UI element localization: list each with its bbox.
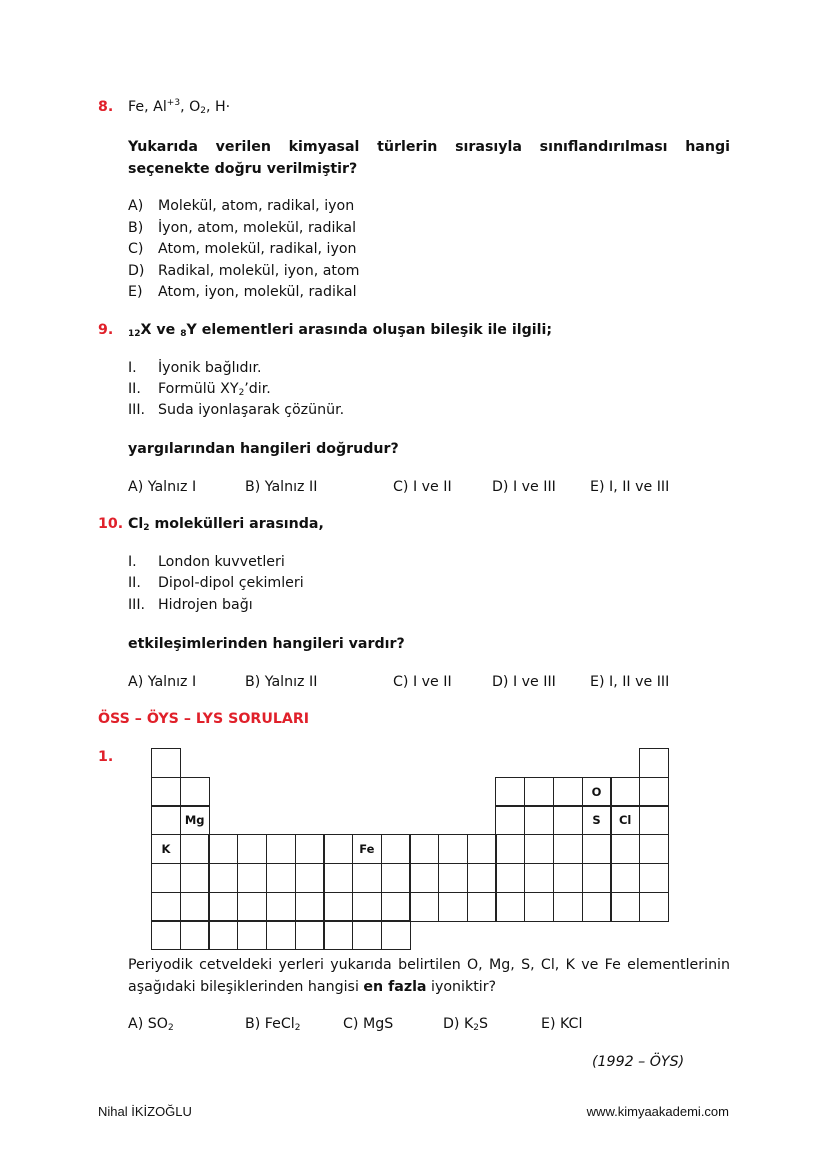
question-stem xyxy=(128,515,324,533)
element-cell xyxy=(323,834,353,864)
element-cell xyxy=(151,892,181,922)
element-cell xyxy=(639,777,669,807)
element-cell xyxy=(323,920,353,950)
element-cell xyxy=(524,892,554,922)
element-cell-cl: Cl xyxy=(610,805,640,835)
option-a[interactable]: A) Yalnız I xyxy=(128,674,197,690)
option-label: D) xyxy=(128,262,145,279)
option-d[interactable]: D) I ve III xyxy=(492,479,556,495)
statement-text: Suda iyonlaşarak çözünür. xyxy=(158,402,345,418)
statement-text: İyonik bağlıdır. xyxy=(158,360,262,376)
element-cell xyxy=(639,863,669,893)
question-part: iyoniktir? xyxy=(426,979,497,995)
element-cell xyxy=(610,777,640,807)
option-d[interactable]: D) I ve III xyxy=(492,674,556,690)
element-cell xyxy=(524,834,554,864)
atomic-number: 8 xyxy=(180,329,187,339)
element-cell xyxy=(610,834,640,864)
question-text xyxy=(128,136,730,180)
element-cell xyxy=(352,892,382,922)
element-cell xyxy=(524,863,554,893)
element-cell xyxy=(524,777,554,807)
element-cell xyxy=(467,892,497,922)
element-cell xyxy=(438,863,468,893)
element-cell xyxy=(409,863,439,893)
element-cell xyxy=(180,863,210,893)
option-text: C) MgS xyxy=(343,1016,394,1032)
option-a[interactable] xyxy=(128,197,354,215)
subscript: 2 xyxy=(473,1023,480,1033)
element-cell xyxy=(495,892,525,922)
element-cell xyxy=(180,777,210,807)
element-cell xyxy=(208,834,238,864)
question-number: 8. xyxy=(98,99,114,115)
element-cell xyxy=(237,920,267,950)
element-cell xyxy=(208,863,238,893)
option-text: Radikal, molekül, iyon, atom xyxy=(158,262,360,279)
element-cell xyxy=(409,834,439,864)
element-cell xyxy=(438,834,468,864)
statement xyxy=(128,401,344,419)
element-cell xyxy=(151,920,181,950)
element-cell xyxy=(524,805,554,835)
atomic-number: 12 xyxy=(128,329,141,339)
element-cell xyxy=(639,834,669,864)
species-list xyxy=(128,98,230,116)
element-cell xyxy=(151,777,181,807)
element-cell-mg: Mg xyxy=(180,805,210,835)
option-b[interactable]: B) Yalnız II xyxy=(245,674,318,690)
question-number: 10. xyxy=(98,516,124,532)
option-label: C) xyxy=(128,241,144,257)
element-cell xyxy=(582,834,612,864)
element-cell xyxy=(553,892,583,922)
subscript: 2 xyxy=(143,523,150,533)
element-cell xyxy=(208,892,238,922)
option-text: A) SO xyxy=(128,1016,168,1032)
question-text: etkileşimlerinden hangileri vardır? xyxy=(128,636,405,652)
element-cell xyxy=(323,863,353,893)
stem-text: Cl xyxy=(128,516,144,532)
statement-text: Hidrojen bağı xyxy=(158,597,253,613)
roman-numeral: III. xyxy=(128,402,146,418)
element-cell xyxy=(266,834,296,864)
roman-numeral: I. xyxy=(128,554,137,570)
question-part: doğru verilmiştir? xyxy=(214,161,358,177)
stem-text: Y elementleri arasında oluşan bileşik ile ilgili; xyxy=(186,322,553,338)
element-cell-k: K xyxy=(151,834,181,864)
statement xyxy=(128,596,253,614)
question-text xyxy=(128,954,730,998)
subscript: 2 xyxy=(294,1023,301,1033)
charge: +3 xyxy=(166,98,181,108)
element-cell xyxy=(266,863,296,893)
option-text: D) K xyxy=(443,1016,474,1032)
element-cell xyxy=(495,863,525,893)
element-cell xyxy=(352,863,382,893)
statement xyxy=(128,574,304,592)
element-cell-s: S xyxy=(582,805,612,835)
option-label: A) xyxy=(128,198,144,214)
element-cell xyxy=(180,920,210,950)
element-cell xyxy=(323,892,353,922)
element-cell xyxy=(610,892,640,922)
element-cell xyxy=(582,892,612,922)
element-cell xyxy=(352,920,382,950)
statement-text: London kuvvetleri xyxy=(158,554,285,570)
element-cell-o: O xyxy=(582,777,612,807)
question-number: 1. xyxy=(98,749,114,765)
statement xyxy=(128,380,271,398)
element-cell xyxy=(381,892,411,922)
option-c[interactable]: C) I ve II xyxy=(393,674,452,690)
emphasis: en fazla xyxy=(363,979,427,995)
statement-text: Formülü XY xyxy=(158,381,239,397)
option-text: E) KCl xyxy=(541,1016,583,1032)
element-cell xyxy=(495,777,525,807)
element-cell xyxy=(610,863,640,893)
species-text: Fe, Al xyxy=(128,99,167,115)
section-title: ÖSS – ÖYS – LYS SORULARI xyxy=(98,711,310,727)
option-b[interactable] xyxy=(245,1015,300,1033)
element-cell xyxy=(495,805,525,835)
option-a[interactable] xyxy=(128,1015,174,1033)
element-cell xyxy=(151,863,181,893)
element-cell xyxy=(151,748,181,778)
element-cell xyxy=(237,834,267,864)
stem-text: X ve xyxy=(140,322,181,338)
element-cell xyxy=(467,863,497,893)
footer-author: Nihal İKİZOĞLU xyxy=(98,1104,192,1119)
question-part: Yukarıda verilen kimyasal türlerin sırasıyla sınıflandırılması hangi seçenekte xyxy=(128,139,730,177)
roman-numeral: II. xyxy=(128,381,141,397)
element-cell xyxy=(237,892,267,922)
element-cell xyxy=(381,920,411,950)
option-d[interactable] xyxy=(443,1015,488,1033)
question-number: 9. xyxy=(98,322,114,338)
roman-numeral: I. xyxy=(128,360,137,376)
option-text: Atom, iyon, molekül, radikal xyxy=(158,284,357,300)
periodic-table xyxy=(151,748,668,949)
question-part: Periyodik cetveldeki yerleri yukarıda belirtilen O, Mg, S, Cl, K ve Fe elementlerinin aşağıdaki bileşiklerinden hangisi xyxy=(128,957,730,995)
element-cell xyxy=(295,920,325,950)
element-cell xyxy=(639,892,669,922)
element-cell xyxy=(553,805,583,835)
subscript: 2 xyxy=(200,106,206,116)
element-cell xyxy=(553,834,583,864)
element-cell xyxy=(180,834,210,864)
element-cell xyxy=(553,863,583,893)
option-e[interactable]: E) I, II ve III xyxy=(590,479,670,495)
element-cell xyxy=(295,863,325,893)
option-text: B) FeCl xyxy=(245,1016,295,1032)
element-cell-fe: Fe xyxy=(352,834,382,864)
element-cell xyxy=(208,920,238,950)
element-cell xyxy=(381,834,411,864)
subscript: 2 xyxy=(167,1023,174,1033)
option-d[interactable] xyxy=(128,262,360,280)
footer-website[interactable]: www.kimyaakademi.com xyxy=(586,1104,729,1119)
roman-numeral: III. xyxy=(128,597,146,613)
option-c[interactable] xyxy=(343,1015,393,1033)
option-c[interactable]: C) I ve II xyxy=(393,479,452,495)
element-cell xyxy=(582,863,612,893)
option-b[interactable]: B) Yalnız II xyxy=(245,479,318,495)
element-cell xyxy=(495,834,525,864)
option-e[interactable] xyxy=(541,1015,582,1033)
stem-text: molekülleri arasında, xyxy=(149,516,324,532)
option-text: Atom, molekül, radikal, iyon xyxy=(158,241,357,257)
element-cell xyxy=(295,892,325,922)
source-label: (1992 – ÖYS) xyxy=(592,1054,685,1070)
element-cell xyxy=(295,834,325,864)
element-cell xyxy=(237,863,267,893)
element-cell xyxy=(266,892,296,922)
question-stem xyxy=(128,321,552,339)
question-text: yargılarından hangileri doğrudur? xyxy=(128,441,399,457)
option-text: İyon, atom, molekül, radikal xyxy=(158,219,357,236)
element-cell xyxy=(381,863,411,893)
element-cell xyxy=(151,805,181,835)
element-cell xyxy=(266,920,296,950)
option-label: B) xyxy=(128,219,144,236)
option-a[interactable]: A) Yalnız I xyxy=(128,479,197,495)
element-cell xyxy=(409,892,439,922)
roman-numeral: II. xyxy=(128,575,141,591)
species-text: , H· xyxy=(205,99,231,115)
element-cell xyxy=(467,834,497,864)
statement-text: ’dir. xyxy=(244,381,271,397)
element-cell xyxy=(639,748,669,778)
element-cell xyxy=(639,805,669,835)
subscript: 2 xyxy=(238,388,245,398)
species-text: , O xyxy=(180,99,201,115)
option-label: E) xyxy=(128,284,143,300)
element-cell xyxy=(438,892,468,922)
option-c[interactable] xyxy=(128,240,357,258)
element-cell xyxy=(180,892,210,922)
option-text: S xyxy=(479,1016,489,1032)
option-e[interactable]: E) I, II ve III xyxy=(590,674,670,690)
option-b[interactable] xyxy=(128,219,356,237)
option-e[interactable] xyxy=(128,283,357,301)
statement-text: Dipol-dipol çekimleri xyxy=(158,575,304,591)
option-text: Molekül, atom, radikal, iyon xyxy=(158,198,355,214)
statement xyxy=(128,553,285,571)
element-cell xyxy=(553,777,583,807)
statement xyxy=(128,359,262,377)
